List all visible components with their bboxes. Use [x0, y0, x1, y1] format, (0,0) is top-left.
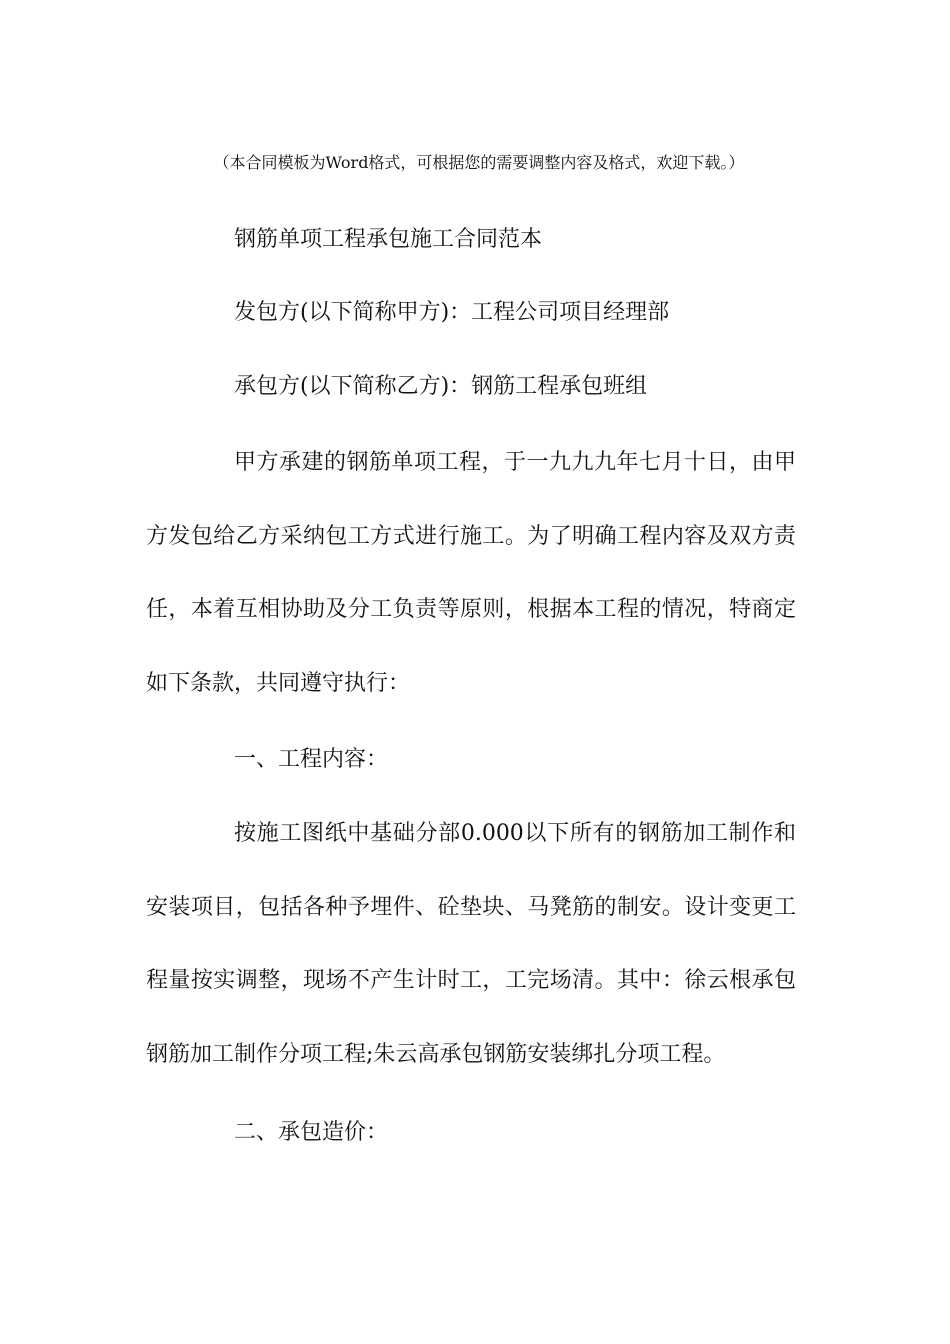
intro-paragraph: 甲方承建的钢筋单项工程，于一九九九年七月十日，由甲方发包给乙方采纳包工方式进行施工。为了明确工程内容及双方责任，本着互相协助及分工负责等原则，根据本工程的情况，特商定如下条款，共同遵守执行：: [146, 450, 796, 696]
party-a-line: 发包方(以下简称甲方)：工程公司项目经理部: [234, 300, 670, 325]
section-1-body: 按施工图纸中基础分部0.000以下所有的钢筋加工制作和安装项目，包括各种予埋件、砼垫块、马凳筋的制安。设计变更工程量按实调整，现场不产生计时工，工完场清。其中：徐云根承包钢筋加工制作分项工程;朱云高承包钢筋安装绑扎分项工程。: [146, 821, 796, 1067]
party-b-line: 承包方(以下简称乙方)：钢筋工程承包班组: [234, 374, 648, 399]
template-note: （本合同模板为Word格式，可根据您的需要调整内容及格式，欢迎下载。）: [213, 153, 745, 172]
section-1-heading: 一、工程内容：: [234, 747, 389, 772]
contract-title: 钢筋单项工程承包施工合同范本: [234, 227, 543, 252]
section-2-heading: 二、承包造价：: [234, 1120, 389, 1145]
